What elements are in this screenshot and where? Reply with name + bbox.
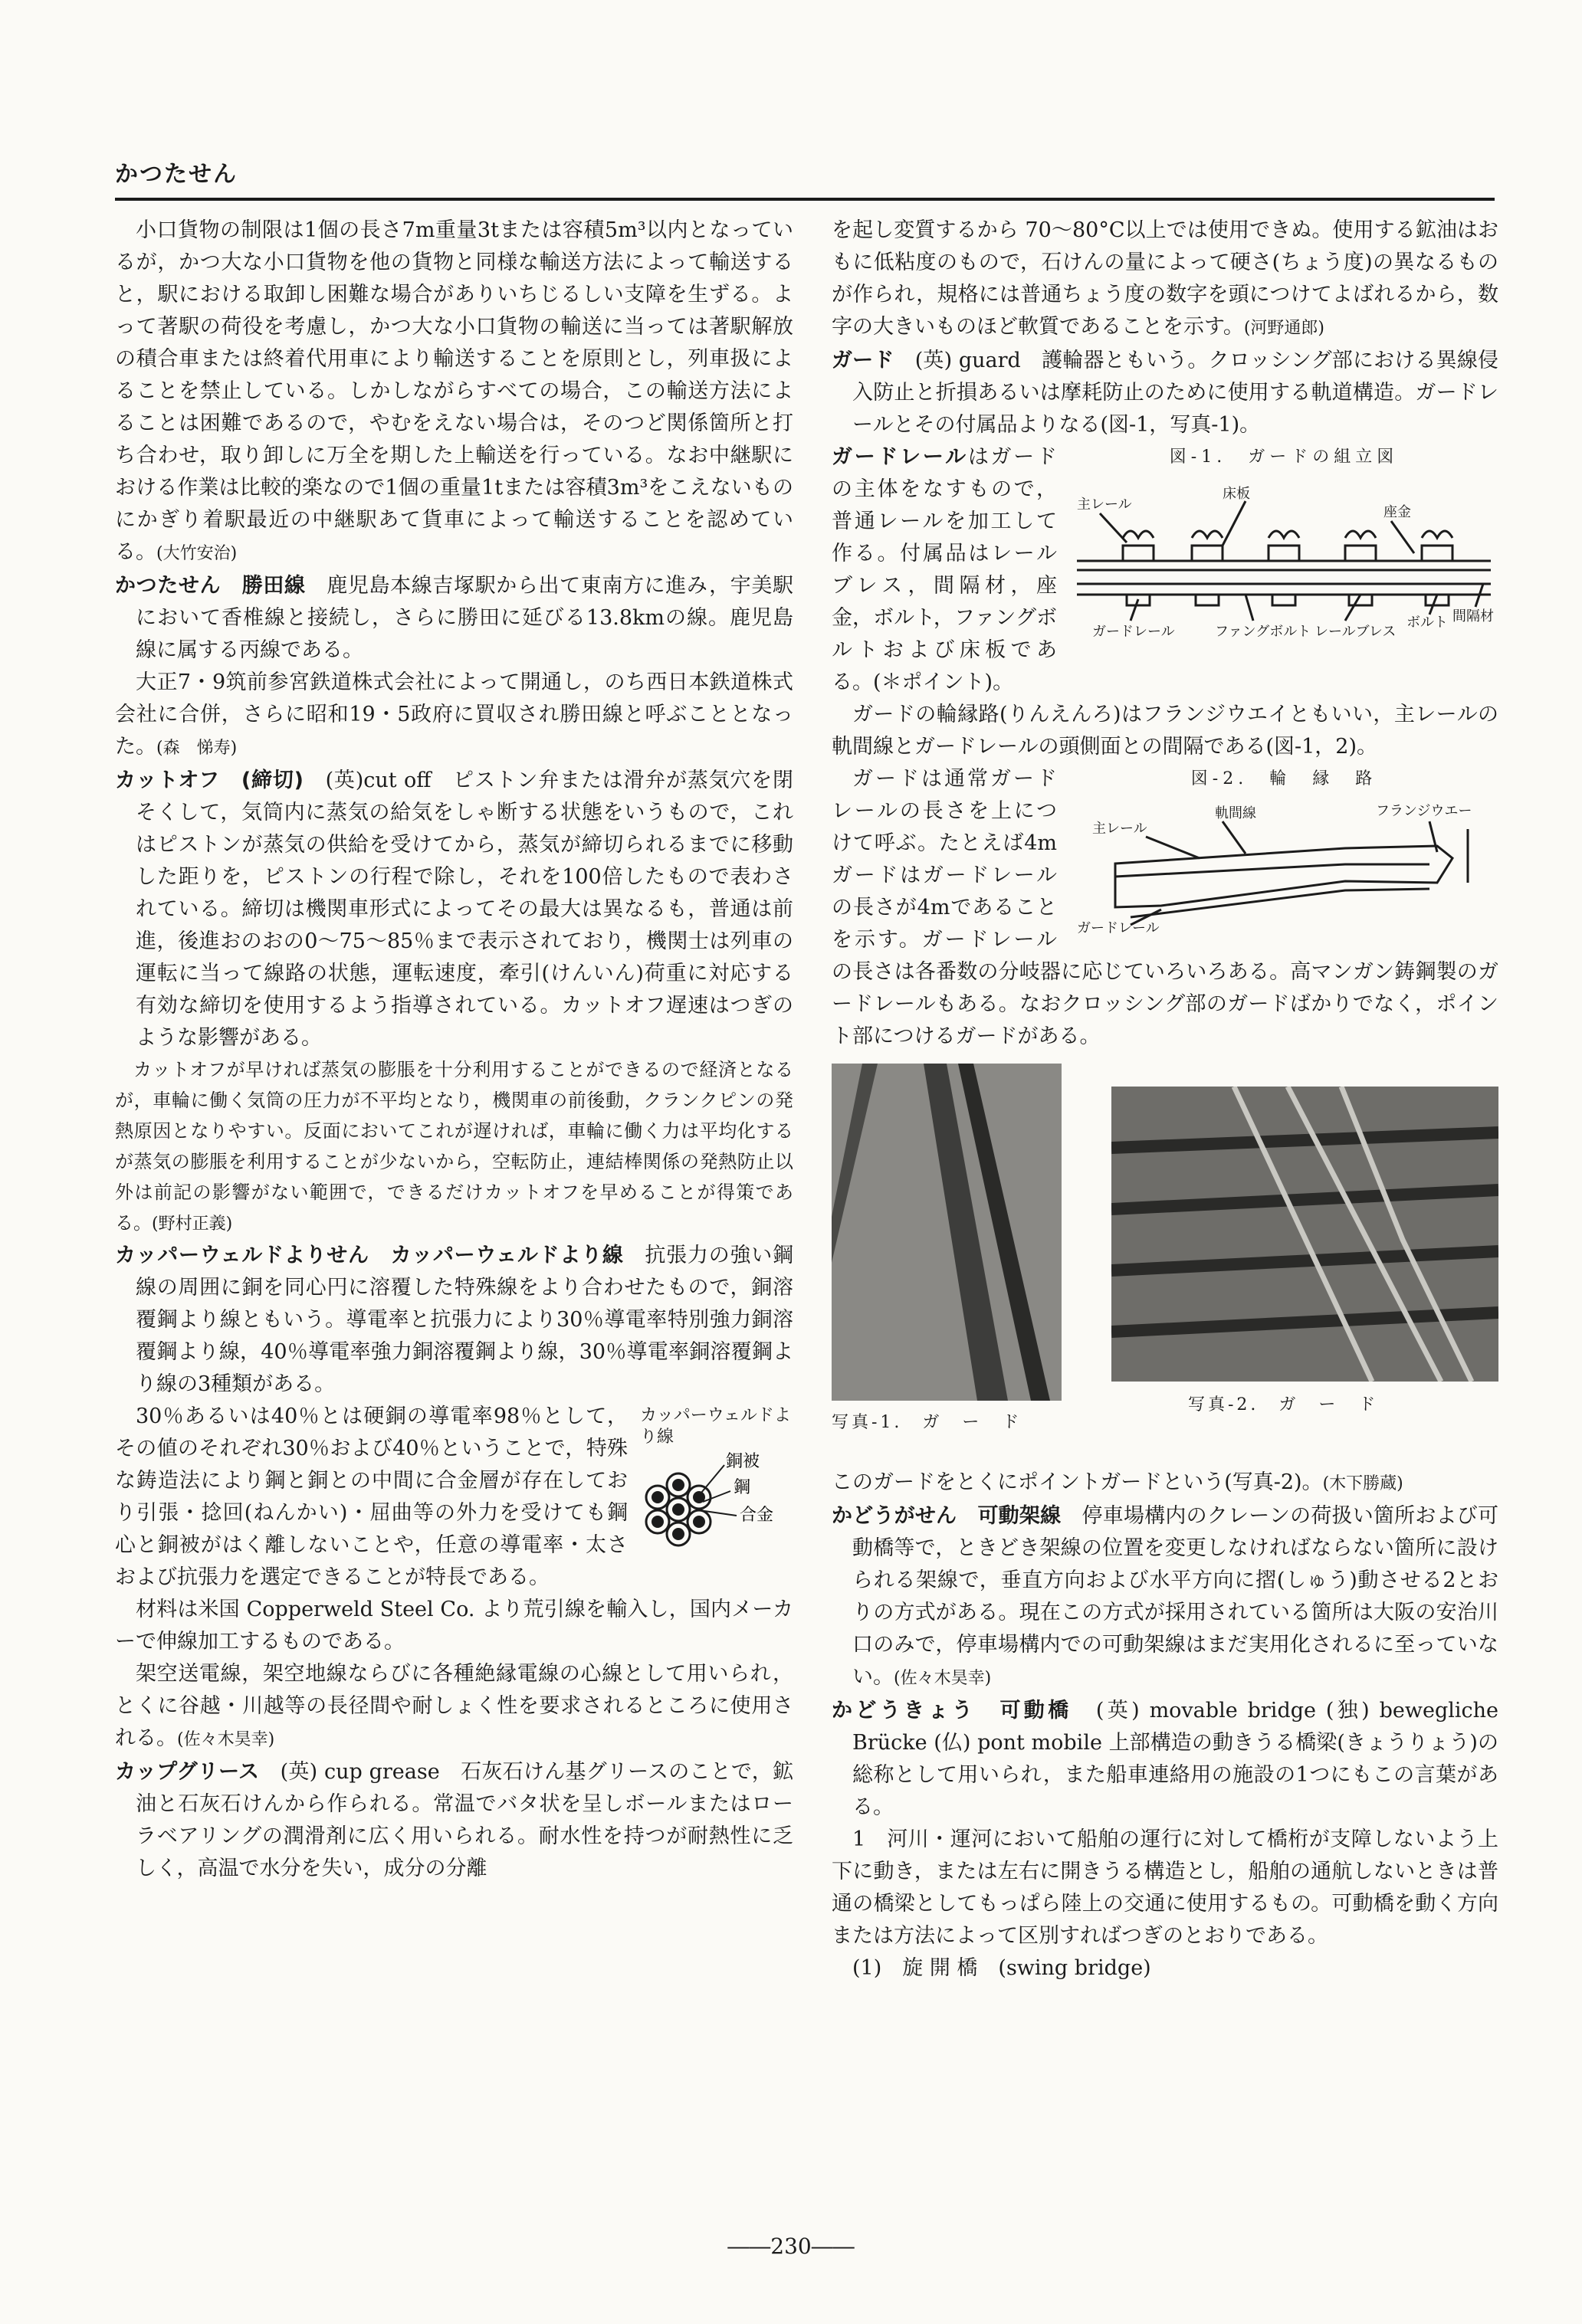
fig-label: 合金	[740, 1506, 774, 1525]
entry-movable-bridge: かどうきょう 可動橋 (英) movable bridge (独) bewegliche Brücke (仏) pont mobile 上部構造の動きうる橋梁(きょうりょう)の総称として用いられ，また船車連絡用の施設の1つにもこの言葉がある。	[832, 1699, 1499, 1819]
paragraph-guard-rail: ガードレールはガードの主体をなすもので，普通レールを加工して作る。付属品はレールブレス，間隔材，座金，ボルト，ファングボルトおよび床板である。(＊ポイント)。	[832, 445, 1058, 694]
headword: カップグリース	[115, 1760, 260, 1784]
page-header-title: かつたせん	[115, 161, 238, 188]
paragraph: 1 河川・運河において船舶の運行に対して橋桁が支障しないよう上下に動き，または左右に開きうる構造とし，船舶の通航しないときは普通の橋梁としてもっぱら陸上の交通に使用するもの。可動橋を動く方向または方法によって区別すればつぎのとおりである。	[832, 1827, 1498, 1948]
paragraph-small: カットオフが早ければ蒸気の膨脹を十分利用することができるので経済となるが，車輪に働く気筒の圧力が不平均となり，機関車の前後動，クランクピンの発熱原因となりやすい。反面においてこれが遅ければ，車輪に働く力は平均化するが蒸気の膨脹を利用することが少ないから，空転防止，連結棒関係の発熱防止以外は前記の影響がない範囲で，できるだけカットオフを早めることが得策である。(野村正義)	[115, 1059, 793, 1234]
fig-label: 座金	[1383, 504, 1411, 520]
page-number: ――230――	[727, 2234, 855, 2259]
photo-guard-2	[1111, 1087, 1498, 1382]
figure-1-guard-assembly	[1069, 446, 1498, 655]
photo-caption: 写真-1. ガ ー ド	[832, 1413, 1022, 1432]
paragraph: ガードの輪縁路(りんえんろ)はフランジウエイともいい，主レールの軌間線とガードレールの頭側面との間隔である(図-1，2)。	[832, 703, 1498, 759]
headword: かつたせん 勝田線	[115, 574, 306, 598]
entry-movable-catenary: かどうがせん 可動架線 停車場構内のクレーンの荷扱い箇所および可動橋等で，ときどき架線の位置を変更しなければならない箇所に設けられる架線で，垂直方向および水平方向に摺(しゅう)動させる2とおりの方式がある。現在この方式が採用されている箇所は大阪の安治川口のみで，停車場構内での可動架線はまだ実用化されるに至っていない。(佐々木昊幸)	[832, 1504, 1499, 1689]
fig-label: 間隔材	[1452, 608, 1494, 624]
photo-caption: 写真-2. ガ ー ド	[1188, 1395, 1379, 1414]
guard-assembly-diagram	[1069, 469, 1498, 645]
paragraph: 30％あるいは40％とは硬銅の導電率98％として，その値のそれぞれ30％および40％ということで，特殊な鋳造法により鋼と銅との中間に合金層が存在しており引張・捻回(ねんかい)・屈曲等の外力を受けても鋼心と銅被がはく離しないことや，任意の導電率・太さおよび抗張力を選定できることが特長である。	[115, 1405, 628, 1589]
author: (大竹安治)	[156, 544, 238, 563]
headword: ガードレール	[832, 445, 968, 469]
headword: カットオフ (締切)	[115, 769, 304, 792]
author: (木下勝蔵)	[1322, 1474, 1403, 1493]
figure-2-flangeway	[1069, 768, 1498, 946]
entry-copperweld: カッパーウェルドよりせん カッパーウェルドより線 抗張力の強い鋼線の周囲に銅を同心円に溶覆した特殊線をより合わせたもので，銅溶覆鋼より線ともいう。導電率と抗張力により30％導電率特別強力銅溶覆鋼より線，40％導電率強力銅溶覆鋼より線，30％導電率銅溶覆鋼より線の3種類がある。	[115, 1244, 793, 1396]
figure-caption: 図-1. ガードの組立図	[1169, 447, 1399, 467]
fig-label: フランジウエー	[1376, 803, 1472, 819]
fig-label: 床板	[1223, 486, 1250, 502]
headword: かどうきょう 可動橋	[832, 1699, 1072, 1723]
entry-cup-grease: カップグリース (英) cup grease 石灰石けん基グリースのことで，鉱油と石灰石けんから作られる。常温でバタ状を呈しボールまたはローラベアリングの潤滑剤に広く用いられる。耐水性を持つが耐熱性に乏しく，高温で水分を失い，成分の分離	[115, 1760, 793, 1880]
photos	[832, 1064, 1498, 1462]
fig-label: ファングボルト	[1215, 624, 1311, 640]
flangeway-diagram	[1069, 791, 1498, 936]
author: (森 悌寿)	[156, 739, 238, 758]
left-column	[115, 215, 793, 1885]
rail-photo-image	[1111, 1087, 1498, 1382]
headword: かどうがせん 可動架線	[832, 1504, 1062, 1528]
header-rule	[115, 198, 1495, 201]
fig-label: ボルト	[1406, 615, 1448, 631]
paragraph: 材料は米国 Copperweld Steel Co. より荒引線を輸入し，国内メーカーで伸線加工するものである。	[115, 1598, 794, 1654]
fig-label: 主レール	[1092, 821, 1147, 837]
figure-caption: 図-2. 輪 縁 路	[1190, 769, 1377, 788]
fig-label: 鋼	[734, 1478, 751, 1497]
list-item: (1) 旋 開 橋 (swing bridge)	[852, 1956, 1151, 1980]
author: (野村正義)	[152, 1214, 233, 1234]
paragraph-small-freight: 小口貨物の制限は1個の長さ7m重量3tまたは容積5m³以内となっているが，かつ大な小口貨物を他の貨物と同様な輸送方法によって輸送すると，駅における取卸し困難な場合がありいちじるしい支障を生ずる。よって著駅の荷役を考慮し，かつ大な小口貨物の輸送に当っては著駅解放の積合車または終着代用車により輸送することを原則とし，列車扱によることを禁止している。しかしながらすべての場合，この輸送方法によることは困難であるので，やむをえない場合は，そのつど関係箇所と打ち合わせ，取り卸しに万全を期した上輸送を行っている。なお中継駅における作業は比較的楽なので1個の重量1tまたは容積3m³をこえないものにかぎり着駅最近の中継駅あて貨車によって輸送することを認めている。(大竹安治)	[115, 218, 793, 564]
headword: ガード	[832, 349, 894, 372]
paragraph-continued: を起し変質するから 70～80°C以上では使用できぬ。使用する鉱油はおもに低粘度のもので，石けんの量によって硬さ(ちょう度)の異なるものが作られ，規格には普通ちょう度の数字を頭につけてよばれるから，数字の大きいものほど軟質であることを示す。(河野通郎)	[832, 218, 1498, 339]
author: (河野通郎)	[1243, 319, 1325, 338]
headword: カッパーウェルドよりせん カッパーウェルドより線	[115, 1244, 624, 1267]
fig-label: 銅被	[726, 1452, 760, 1471]
copperweld-strand-icon	[640, 1448, 793, 1555]
paragraph: ガードは通常ガードレールの長さを上につけて呼ぶ。たとえば4mガードはガードレールの長さが4mであることを示す。ガードレールの長さは各番数の分岐器に応じていろいろある。高マンガン鋳鋼製のガードレールもある。なおクロッシング部のガードばかりでなく，ポイント部につけるガードがある。	[832, 767, 1498, 1048]
entry-guard: ガード (英) guard 護輪器ともいう。クロッシング部における異線侵入防止と折損あるいは摩耗防止のために使用する軌道構造。ガードレールとその付属品よりなる(図-1，写真-1)。	[832, 349, 1498, 437]
paragraph: 大正7・9筑前参宮鉄道株式会社によって開通し，のち西日本鉄道株式会社に合併，さらに昭和19・5政府に買収され勝田線と呼ぶこととなった。(森 悌寿)	[115, 670, 793, 759]
fig-label: ガードレール	[1092, 624, 1175, 640]
entry-cut-off: カットオフ (締切) (英)cut off ピストン弁または滑弁が蒸気穴を閉そくして，気筒内に蒸気の給気をしゃ断する状態をいうもので，これはピストンが蒸気の供給を受けてから，蒸気が締切られるまでに移動した距りを，ピストンの行程で除し，それを100倍したもので表わされている。締切は機関車形式によってその最大は異なるも，普通は前進，後進おのおの0～75～85％まで表示されており，機関士は列車の運転に当って線路の状態，運転速度，牽引(けんいん)荷重に対応する有効な締切を使用するよう指導されている。カットオフ遅速はつぎのような影響がある。	[115, 769, 794, 1050]
fig-label: ガードレール	[1077, 920, 1160, 936]
author: (佐々木昊幸)	[177, 1730, 275, 1749]
figure-title: カッパーウェルドより線	[640, 1406, 791, 1447]
paragraph: このガードをとくにポイントガードという(写真-2)。(木下勝蔵)	[832, 1470, 1403, 1494]
author: (佐々木昊幸)	[894, 1669, 992, 1688]
right-column	[832, 215, 1498, 1985]
photo-guard-1	[832, 1064, 1062, 1401]
figure-copperweld	[640, 1405, 793, 1565]
entry-katsuta-line: かつたせん 勝田線 鹿児島本線吉塚駅から出て東南方に進み，宇美駅において香椎線と接続し，さらに勝田に延びる13.8kmの線。鹿児島線に属する丙線である。	[115, 574, 793, 662]
rail-photo-image	[832, 1064, 1062, 1401]
fig-label: レールブレス	[1315, 624, 1397, 640]
fig-label: 主レール	[1077, 497, 1132, 513]
paragraph: 架空送電線，架空地線ならびに各種絶縁電線の心線として用いられ，とくに谷越・川越等の長径間や耐しょく性を要求されるところに使用される。(佐々木昊幸)	[115, 1662, 793, 1750]
fig-label: 軌間線	[1215, 805, 1256, 821]
